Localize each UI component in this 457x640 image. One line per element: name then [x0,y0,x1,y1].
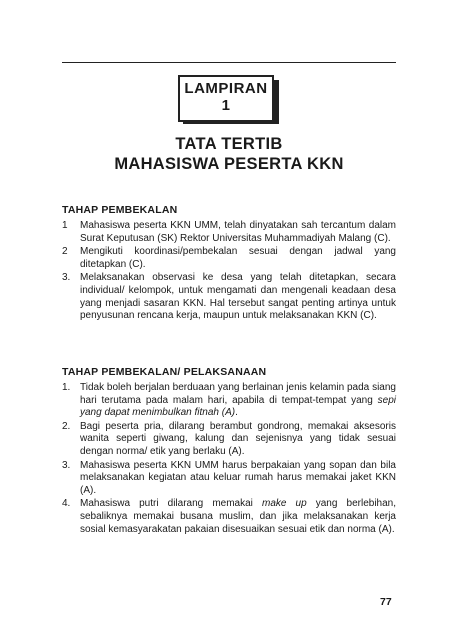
item-number: 2. [62,420,71,432]
item-number: 1 [62,220,68,231]
item-number: 2 [62,246,68,258]
list-item [62,498,396,536]
item-text-part: Mahasiswa putri dilarang memakai [80,498,262,510]
item-text [80,382,396,420]
list-pelaksanaan [62,382,396,537]
item-text: Bagi peserta pria, dilarang berambut gondrong, memakai aksesoris wanita seperti giwang, kalung dan sejenisnya yang tidak sesuai dengan norma/ etik yang berlaku (A). [80,420,396,457]
item-text-italic: sepi yang dapat menimbulkan fitnah (A) [80,394,396,419]
appendix-label: LAMPIRAN [184,80,268,97]
top-rule [62,62,396,63]
page-title [62,134,396,174]
item-text: Melaksanakan observasi ke desa yang telah ditetapkan, secara individual/ kelompok, untuk mengamati dan mengenali keadaan desa yang menjadi sasaran KKN. Hal tersebut sangat penting artinya untuk penyusunan rencana kerja, maupun untuk melaksanakan KKN (C). [80,272,396,322]
item-text [80,498,396,536]
list-item [62,421,396,459]
item-number: 4. [62,498,71,510]
list-pembekalan [62,220,396,324]
item-text-part: Tidak boleh berjalan berduaan yang berlainan jenis kelamin pada siang hari terutama pada malam hari, apabila di tempat-tempat yang [80,382,396,406]
appendix-box [178,75,274,122]
title-line-2: MAHASISWA PESERTA KKN [114,155,344,173]
item-text-italic: make up [261,498,307,510]
section-heading-pembekalan: TAHAP PEMBEKALAN [62,204,178,216]
item-number: 3. [62,459,71,471]
list-item [62,220,396,245]
list-item [62,460,396,498]
list-item [62,272,396,322]
page-number: 77 [380,596,392,608]
item-text-part: yang berlebihan, sebaliknya memakai busana muslim, dan jika melaksanakan kerja sosial kemasyarakatan pakaian disesuaikan sesuai etik dan norma (A). [80,498,397,535]
item-text: Mengikuti koordinasi/pembekalan sesuai dengan jadwal yang ditetapkan (C). [80,246,396,270]
item-text: Mahasiswa peserta KKN UMM, telah dinyatakan sah tercantum dalam Surat Keputusan (SK) Rektor Universitas Muhammadiyah Malang (C). [80,220,396,244]
item-text-part: . [235,407,238,419]
item-number: 3. [62,272,71,284]
item-number: 1. [62,382,71,393]
title-line-1: TATA TERTIB [175,135,283,153]
list-item [62,246,396,271]
section-heading-pelaksanaan: TAHAP PEMBEKALAN/ PELAKSANAAN [62,366,267,378]
list-item [62,382,396,420]
item-text: Mahasiswa peserta KKN UMM harus berpakaian yang sopan dan bila melaksanakan kegiatan atau keluar rumah harus memakai jaket KKN (A). [80,459,396,496]
appendix-number: 1 [221,97,231,114]
